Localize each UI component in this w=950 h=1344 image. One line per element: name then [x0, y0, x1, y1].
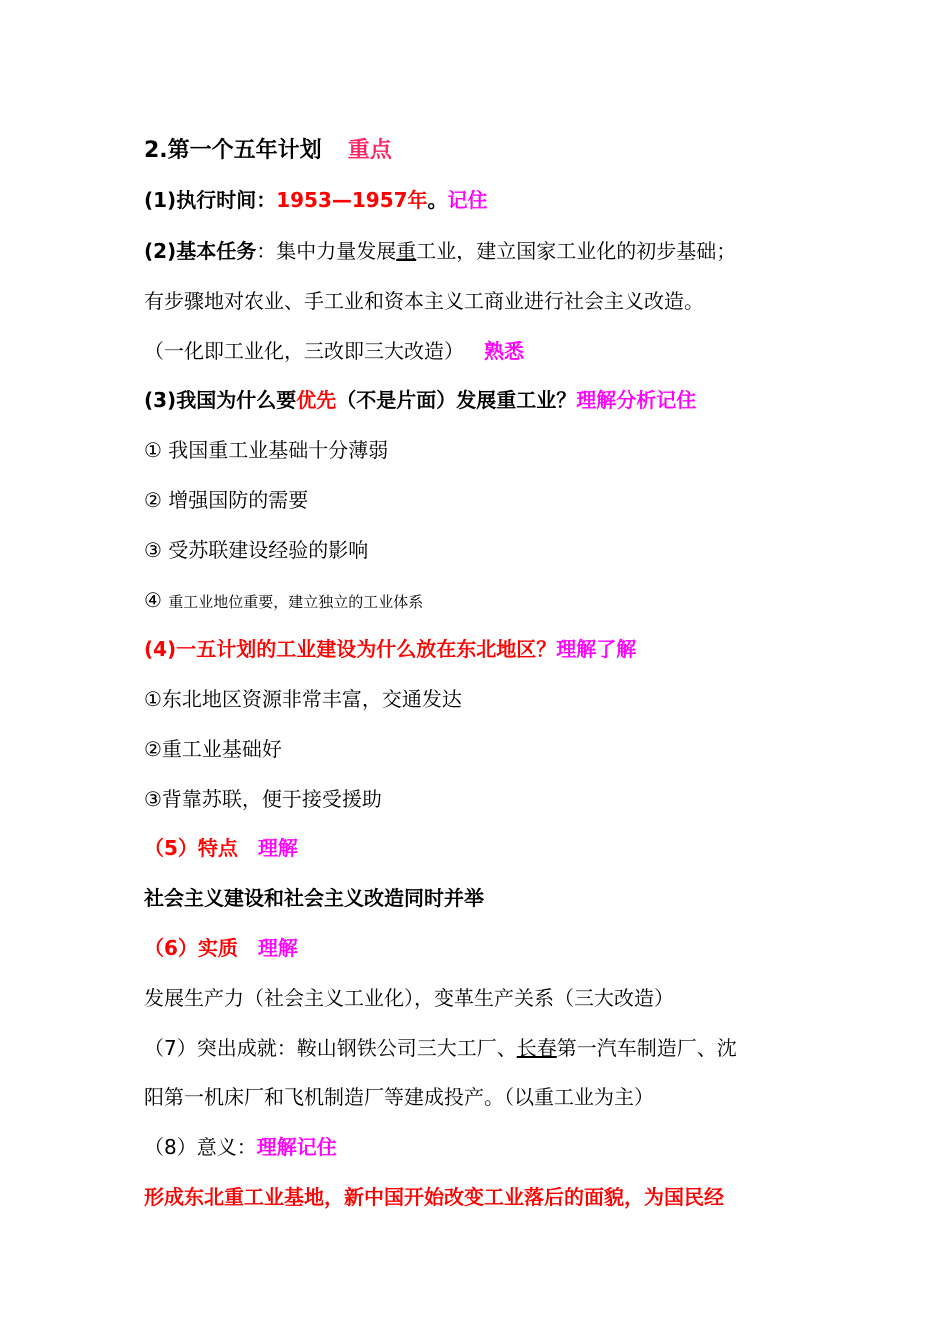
item-8-label: （8）意义：: [144, 1135, 257, 1159]
item-5-label: （5）特点: [144, 836, 238, 860]
item-2-text-b: 工业，建立国家工业化的初步基础；: [416, 239, 737, 263]
item-2-text-a: ：集中力量发展: [256, 239, 397, 263]
item-8-heading: [144, 1132, 337, 1162]
item-8-text: 形成东北重工业基地，新中国开始改变工业落后的面貌，为国民经: [144, 1185, 724, 1209]
item-2-text-underlined: 重: [396, 239, 417, 263]
item-2-label: (2)基本任务: [144, 239, 257, 263]
item-5-text: 社会主义建设和社会主义改造同时并举: [144, 886, 484, 910]
item-2-tag: 熟悉: [484, 339, 524, 363]
item-6-text: 发展生产力（社会主义工业化），变革生产关系（三大改造）: [144, 986, 674, 1010]
item-4-question: (4)一五计划的工业建设为什么放在东北地区？: [144, 637, 557, 661]
item-5-tag: 理解: [257, 836, 298, 860]
item-2-note-line: [144, 336, 524, 366]
item-6-label: （6）实质: [144, 936, 238, 960]
item-2-note: （一化即工业化，三改即三大改造）: [144, 339, 464, 363]
item-4-reason-2: ②重工业基础好: [144, 737, 282, 761]
item-7-text-a: （7）突出成就：鞍山钢铁公司三大工厂、: [144, 1036, 517, 1060]
item-4-question-line: [144, 634, 636, 664]
item-1-tag: 记住: [447, 188, 488, 212]
item-4-tag: 理解了解: [556, 637, 637, 661]
item-3-reason-4-text: 重工业地位重要，建立独立的工业体系: [168, 593, 424, 611]
item-3-highlight: 优先: [296, 388, 337, 412]
item-3-reason-4-marker: ④: [144, 588, 162, 612]
item-3-reason-2: ② 增强国防的需要: [144, 488, 309, 512]
item-3-reason-1: ① 我国重工业基础十分薄弱: [144, 438, 389, 462]
item-1-label: (1)执行时间：: [144, 188, 277, 212]
item-6-tag: 理解: [257, 936, 298, 960]
item-7-line-2: 阳第一机床厂和飞机制造厂等建成投产。（以重工业为主）: [144, 1085, 654, 1109]
item-3-tag: 理解分析记住: [576, 388, 697, 412]
item-3-reason-4: [144, 585, 423, 617]
item-2-basic-task: [144, 236, 736, 266]
item-7-text-b: 第一汽车制造厂、沈: [556, 1036, 737, 1060]
item-8-tag: 理解记住: [256, 1135, 337, 1159]
item-1-punct: 。: [427, 188, 448, 212]
section-heading: [144, 136, 392, 166]
item-3-reason-3: ③ 受苏联建设经验的影响: [144, 538, 369, 562]
item-5-heading: [144, 833, 298, 863]
item-3-question: [144, 385, 696, 415]
item-1-value: 1953—1957年: [276, 188, 428, 212]
item-2-line-2: 有步骤地对农业、手工业和资本主义工商业进行社会主义改造。: [144, 289, 704, 313]
heading-number: 2.: [144, 138, 168, 163]
item-7-line-1: [144, 1033, 737, 1063]
item-4-reason-3: ③背靠苏联，便于接受援助: [144, 787, 382, 811]
item-3-suffix: （不是片面）发展重工业？: [336, 388, 577, 412]
item-6-heading: [144, 933, 298, 963]
heading-title: 第一个五年计划: [167, 138, 322, 163]
item-4-reason-1: ①东北地区资源非常丰富，交通发达: [144, 687, 462, 711]
heading-tag: 重点: [347, 138, 392, 163]
item-7-text-underlined: 长春: [516, 1036, 557, 1060]
item-1-execution-time: [144, 185, 488, 215]
item-3-prefix: (3)我国为什么要: [144, 388, 297, 412]
